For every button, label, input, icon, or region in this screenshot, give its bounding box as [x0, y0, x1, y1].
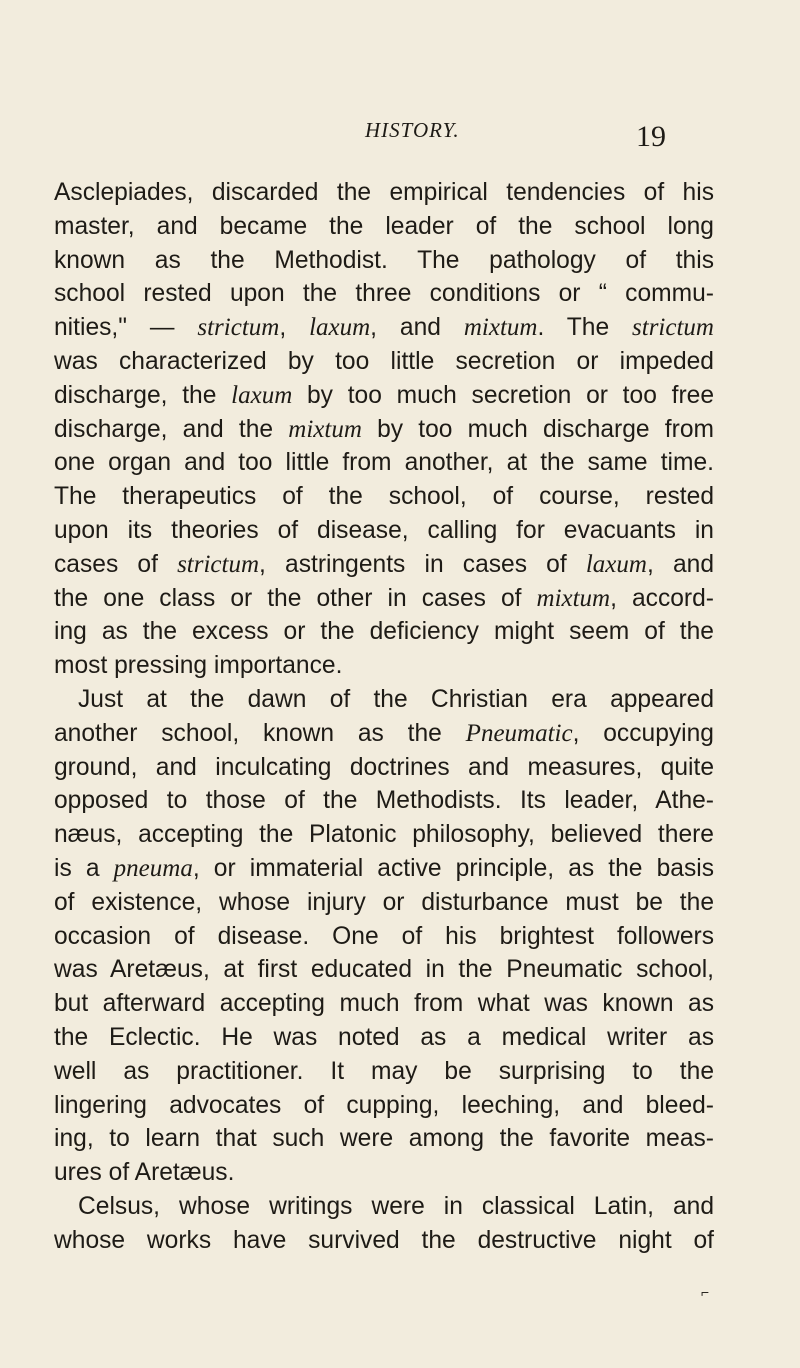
text-run: ing, to learn that such were among the favorite meas- [54, 1125, 714, 1153]
text-line [54, 1089, 714, 1123]
text-line [54, 717, 714, 751]
italic-term: laxum [231, 381, 293, 409]
text-run: lingering advocates of cupping, leeching, and bleed- [54, 1091, 714, 1119]
text-line [54, 1190, 714, 1224]
text-run: the Eclectic. He was noted as a medical writer as [54, 1023, 714, 1051]
text-line [54, 514, 714, 548]
text-run: , or immaterial active principle, as the basis [192, 854, 714, 882]
text-run: the one class or the other in cases of [54, 584, 537, 612]
text-line [54, 480, 714, 514]
text-line [54, 1156, 714, 1190]
italic-term: mixtum [536, 584, 611, 612]
text-run: , [279, 314, 310, 342]
text-run: cases of [54, 550, 178, 578]
text-line [54, 1224, 714, 1258]
italic-term: laxum [309, 314, 371, 342]
text-line [54, 379, 714, 413]
text-run: nities," — [54, 314, 198, 342]
text-line [54, 413, 714, 447]
italic-term: pneuma [113, 854, 193, 882]
italic-term: strictum [197, 314, 280, 342]
text-run: , occupying [572, 719, 714, 747]
text-line [54, 446, 714, 480]
page-number: 19 [636, 120, 666, 153]
text-run: school rested upon the three conditions or “ commu- [54, 280, 714, 308]
text-line [54, 1055, 714, 1089]
text-run: one organ and too little from another, at the same time. [54, 449, 714, 477]
text-run: by too much discharge from [361, 415, 714, 443]
text-run: discharge, the [54, 381, 232, 409]
text-run: ing as the excess or the deficiency might seem of the [54, 618, 714, 646]
text-line [54, 953, 714, 987]
text-run: master, and became the leader of the school long [54, 212, 714, 240]
text-run: upon its theories of disease, calling for evacuants in [54, 516, 714, 544]
text-run: discharge, and the [54, 415, 289, 443]
running-head-title: HISTORY. [365, 118, 460, 142]
margin-mark: ⌐ [701, 1284, 710, 1300]
text-line [54, 176, 714, 210]
text-run: was Aretæus, at first educated in the Pneumatic school, [54, 956, 714, 984]
text-run: , and [646, 550, 714, 578]
text-line [54, 244, 714, 278]
text-run: Just at the dawn of the Christian era appeared [78, 685, 714, 713]
italic-term: strictum [632, 314, 714, 342]
text-line [54, 852, 714, 886]
italic-term: mixtum [463, 314, 538, 342]
text-line [54, 751, 714, 785]
body-text [54, 176, 714, 1258]
text-line [54, 649, 714, 683]
text-line [54, 277, 714, 311]
italic-term: strictum [177, 550, 260, 578]
text-run: known as the Methodist. The pathology of this [54, 246, 714, 274]
text-run: . The [537, 314, 633, 342]
text-line [54, 784, 714, 818]
text-line [54, 615, 714, 649]
text-line [54, 818, 714, 852]
running-head [0, 118, 800, 152]
text-run: was characterized by too little secretion or impeded [54, 347, 714, 375]
text-run: næus, accepting the Platonic philosophy, believed there [54, 821, 714, 849]
text-line [54, 920, 714, 954]
italic-term: laxum [585, 550, 647, 578]
text-line [54, 683, 714, 717]
text-run: most pressing importance. [54, 652, 343, 680]
text-run: of existence, whose injury or disturbance must be the [54, 888, 714, 916]
text-run: ures of Aretæus. [54, 1159, 235, 1187]
text-line [54, 311, 714, 345]
italic-term: mixtum [288, 415, 362, 443]
text-run: , and [370, 314, 464, 342]
text-line [54, 1122, 714, 1156]
text-run: opposed to those of the Methodists. Its leader, Athe- [54, 787, 714, 815]
text-line [54, 582, 714, 616]
text-run: Asclepiades, discarded the empirical tendencies of his [54, 179, 714, 206]
text-run: is a [54, 854, 114, 882]
text-run: whose works have survived the destructive night of [54, 1226, 714, 1254]
text-run: , astringents in cases of [259, 550, 586, 578]
text-line [54, 210, 714, 244]
text-run: The therapeutics of the school, of course, rested [54, 483, 714, 511]
text-line [54, 345, 714, 379]
text-run: , accord- [610, 584, 714, 612]
italic-term: Pneumatic [465, 719, 573, 747]
text-run: Celsus, whose writings were in classical Latin, and [78, 1192, 714, 1220]
text-line [54, 1021, 714, 1055]
text-run: well as practitioner. It may be surprising to the [54, 1057, 714, 1085]
text-line [54, 548, 714, 582]
text-run: by too much secretion or too free [292, 381, 714, 409]
text-run: occasion of disease. One of his brightest followers [54, 922, 714, 950]
text-line [54, 886, 714, 920]
text-run: but afterward accepting much from what was known as [54, 990, 714, 1018]
text-line [54, 987, 714, 1021]
text-run: ground, and inculcating doctrines and measures, quite [54, 753, 714, 781]
text-run: another school, known as the [54, 719, 466, 747]
